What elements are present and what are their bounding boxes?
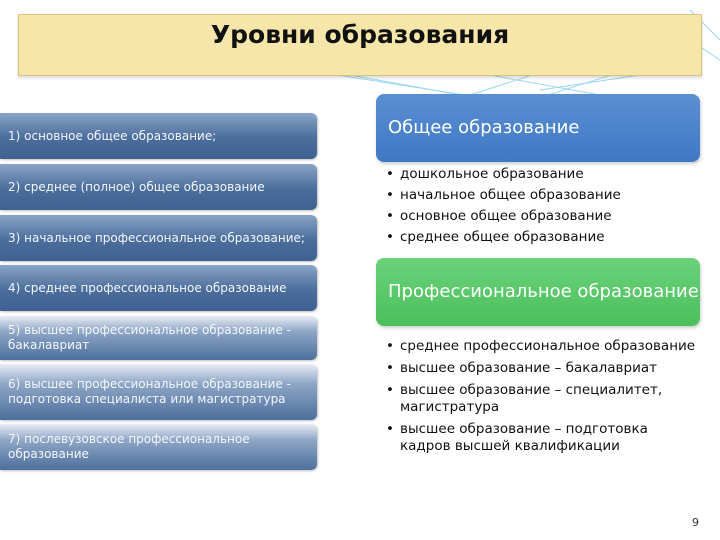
level-box-2 bbox=[0, 164, 317, 210]
professional-education-header: Профессиональное образование bbox=[376, 258, 700, 326]
level-box-3 bbox=[0, 215, 317, 261]
list-item: • среднее профессиональное образование bbox=[384, 338, 700, 355]
list-item: • начальное общее образование bbox=[384, 187, 700, 204]
level-label: 6) высшее профессиональное образование - подготовка специалиста или магистратура bbox=[8, 377, 291, 406]
level-box-1 bbox=[0, 113, 317, 159]
professional-education-list bbox=[384, 338, 700, 460]
level-label: 3) начальное профессиональное образование; bbox=[8, 230, 305, 245]
level-box-4 bbox=[0, 265, 317, 311]
level-label: 7) послевузовское профессиональное образование bbox=[8, 432, 250, 461]
list-item: • высшее образование – бакалавриат bbox=[384, 360, 700, 377]
list-item: • высшее образование – специалитет, магистратура bbox=[384, 382, 700, 416]
level-box-5 bbox=[0, 316, 317, 360]
level-label: 4) среднее профессиональное образование bbox=[8, 280, 287, 295]
page-title: Уровни образования bbox=[210, 20, 510, 49]
general-education-list bbox=[384, 166, 700, 250]
level-box-7 bbox=[0, 424, 317, 470]
list-item: • основное общее образование bbox=[384, 208, 700, 225]
list-item: • высшее образование – подготовка кадров высшей квалификации bbox=[384, 421, 700, 455]
page-number: 9 bbox=[692, 516, 699, 529]
level-label: 5) высшее профессиональное образование - бакалавриат bbox=[8, 323, 291, 352]
list-item: • среднее общее образование bbox=[384, 229, 700, 246]
list-item: • дошкольное образование bbox=[384, 166, 700, 183]
level-box-6 bbox=[0, 364, 317, 420]
general-education-header: Общее образование bbox=[376, 94, 700, 162]
level-label: 1) основное общее образование; bbox=[8, 128, 217, 143]
level-label: 2) среднее (полное) общее образование bbox=[8, 179, 265, 194]
